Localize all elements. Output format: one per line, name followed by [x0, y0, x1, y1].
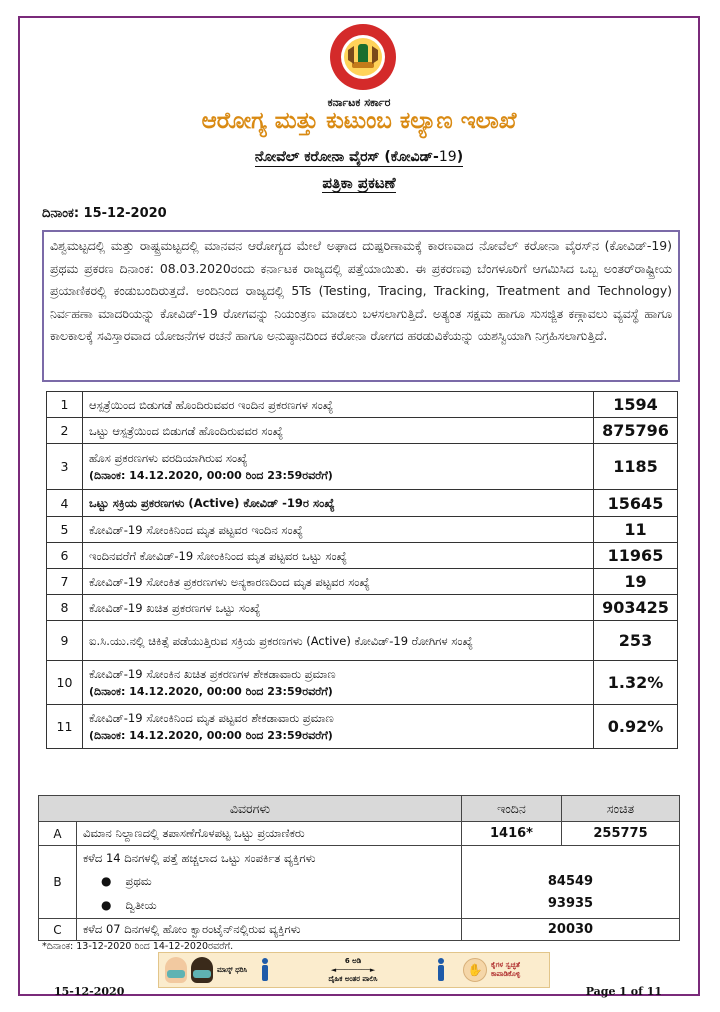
contacts-label: ಕಳೆದ 14 ದಿನಗಳಲ್ಲಿ ಪತ್ತೆ ಹಚ್ಚಲಾದ ಒಟ್ಟು ಸಂಪರ್ಕಿತ ವ್ಯಕ್ತಿಗಳು — [83, 851, 316, 865]
row-value: 0.92% — [594, 705, 678, 749]
bullet-icon: ● — [101, 874, 112, 888]
table-row — [39, 919, 680, 941]
row-value: 253 — [594, 621, 678, 661]
release-date: ದಿನಾಂಕ: 15-12-2020 — [42, 206, 167, 221]
distance-text: 6 ಅಡಿ — [344, 956, 362, 965]
row-number: 3 — [47, 444, 83, 490]
row-value: 1185 — [594, 444, 678, 490]
row-desc: ವಿಮಾನ ನಿಲ್ದಾಣದಲ್ಲಿ ತಪಾಸಣೆಗೊಳಪಟ್ಟ ಒಟ್ಟು ಪ್ರಯಾಣಿಕರು — [77, 822, 462, 846]
subtitle — [20, 149, 698, 165]
description-text: ಒಟ್ಟು ಆಸ್ಪತ್ರೆಯಿಂದ ಬಿಡುಗಡೆ ಹೊಂದಿರುವವರ ಸಂಖ್ಯೆ — [89, 423, 284, 438]
subtitle-text: ನೋವೆಲ್ ಕರೋನಾ ವೈರಸ್ (ಕೋವಿಡ್- — [254, 149, 439, 165]
row-sl: A — [39, 822, 77, 846]
row-number: 1 — [47, 392, 83, 418]
table-row — [47, 490, 678, 517]
description-text: ಕೋವಿಡ್-19 ಸೋಂಕಿನಿಂದ ಮೃತ ಪಟ್ಟವರ ಶೇಕಡಾವಾರು ಪ್ರಮಾಣ — [89, 710, 334, 725]
row-number: 10 — [47, 661, 83, 705]
table-row — [47, 661, 678, 705]
row-number: 5 — [47, 517, 83, 543]
karnataka-emblem-icon — [328, 22, 398, 92]
press-release-page — [18, 16, 700, 996]
description-text: ಒಟ್ಟು ಸಕ್ರಿಯ ಪ್ರಕರಣಗಳು (Active) ಕೋವಿಡ್ -19ರ ಸಂಖ್ಯೆ — [89, 496, 335, 510]
description-text: ಕೋವಿಡ್-19 ಸೋಂಕಿತ ಪ್ರಕರಣಗಳು ಅನ್ಯಕಾರಣದಿಂದ ಮೃತ ಪಟ್ಟವರ ಸಂಖ್ಯೆ — [89, 574, 370, 589]
table-row — [39, 822, 680, 846]
table-row — [47, 517, 678, 543]
intro-paragraph: ವಿಶ್ವಮಟ್ಟದಲ್ಲಿ ಮತ್ತು ರಾಷ್ಟ್ರಮಟ್ಟದಲ್ಲಿ ಮಾನವನ ಆರೋಗ್ಯದ ಮೇಲೆ ಅಘಾದ ದುಷ್ಪರಿಣಾಮಕ್ಕೆ ಕಾರಣವಾದ ನೋವೆಲ್ ಕರೋನಾ ವೈರಸ್‌ನ (ಕೋವಿಡ್-19) ಪ್ರಥಮ ಪ್ರಕರಣ ದಿನಾಂಕ: 08.03.2020ರಂದು ಕರ್ನಾಟಕ ರಾಜ್ಯದಲ್ಲಿ ಪತ್ತೆಯಾಯಿತು. ಈ ಪ್ರಕರಣವು ಬೆಂಗಳೂರಿಗೆ ಆಗಮಿಸಿದ ಒಬ್ಬ ಅಂತರ್‌ರಾಷ್ಟ್ರೀಯ ಪ್ರಯಾಣಿಕರಲ್ಲಿ ಕಂಡುಬಂದಿರುತ್ತದೆ. ಅಂದಿನಿಂದ ರಾಜ್ಯದಲ್ಲಿ 5Ts (Testing, Tracing, Tracking, Treatment and Technology) ನಿರ್ವಹಣಾ ಮಾದರಿಯನ್ನು ಕೋವಿಡ್-19 ರೋಗವನ್ನು ನಿಯಂತ್ರಣ ಮಾಡಲು ಬಳಸಲಾಗುತ್ತಿದೆ. ಅತ್ಯಂತ ಸಕ್ಷಮ ಹಾಗೂ ಸುಸಜ್ಜಿತ ಕಣ್ಗಾವಲು ವ್ಯವಸ್ಥೆ ಹಾಗೂ ಕಾಲಕಾಲಕ್ಕೆ ಸವಿಸ್ತಾರವಾದ ಯೋಜನೆಗಳ ರಚನೆ ಹಾಗೂ ಅನುಷ್ಠಾನದಿಂದ ಕರೋನಾ ರೋಗದ ಹರಡುವಿಕೆಯನ್ನು ಯಶಸ್ವಿಯಾಗಿ ನಿಗ್ರಹಿಸಲಾಗುತ್ತಿದೆ. — [42, 230, 680, 382]
description-text: ಕೋವಿಡ್-19 ಖಚಿತ ಪ್ರಕರಣಗಳ ಒಟ್ಟು ಸಂಖ್ಯೆ — [89, 600, 261, 615]
row-number: 11 — [47, 705, 83, 749]
government-label: ಕರ್ನಾಟಕ ಸರ್ಕಾರ — [327, 96, 391, 109]
press-release-heading — [20, 174, 698, 192]
table-row — [47, 569, 678, 595]
person-icon — [436, 958, 446, 982]
subtitle-close: ) — [456, 149, 464, 165]
person-icon — [260, 958, 270, 982]
row-description — [83, 444, 594, 490]
row-desc-contacts — [77, 846, 462, 919]
hand-wash-icon: ✋ — [463, 958, 487, 982]
table-row — [47, 595, 678, 621]
primary-label: ಪ್ರಥಮ — [125, 873, 152, 888]
masked-face-icon — [165, 957, 187, 983]
description-text: ಕೋವಿಡ್-19 ಸೋಂಕಿನ ಖಚಿತ ಪ್ರಕರಣಗಳ ಶೇಕಡಾವಾರು ಪ್ರಮಾಣ — [89, 666, 336, 681]
row-value: 11965 — [594, 543, 678, 569]
page-number: Page 1 of 11 — [585, 985, 662, 998]
table-row — [47, 392, 678, 418]
row-number: 7 — [47, 569, 83, 595]
row-number: 4 — [47, 490, 83, 517]
department-title: ಆರೋಗ್ಯ ಮತ್ತು ಕುಟುಂಬ ಕಲ್ಯಾಣ ಇಲಾಖೆ — [201, 108, 517, 134]
row-number: 2 — [47, 418, 83, 444]
row-description — [83, 595, 594, 621]
mask-segment — [165, 957, 257, 983]
table-row — [47, 543, 678, 569]
list-item — [83, 893, 455, 917]
row-value: 19 — [594, 569, 678, 595]
row-description — [83, 569, 594, 595]
table-row — [47, 621, 678, 661]
mask-text: ಮಾಸ್ಕ್ ಧರಿಸಿ — [217, 965, 248, 974]
hygiene-text: ಕೈಗಳ ಸ್ವಚ್ಛತೆ ಕಾಪಾಡಿಕೊಳ್ಳಿ — [491, 961, 521, 978]
description-date-range: (ದಿನಾಂಕ: 14.12.2020, 00:00 ರಿಂದ 23:59ರವರೆಗೆ) — [89, 468, 333, 482]
row-value: 903425 — [594, 595, 678, 621]
subtitle-number: 19 — [438, 149, 457, 165]
row-desc: ಕಳೆದ 07 ದಿನಗಳಲ್ಲಿ ಹೋಂ ಕ್ವಾರಂಟೈನ್‌ನಲ್ಲಿರುವ ವ್ಯಕ್ತಿಗಳು — [77, 919, 462, 941]
description-date-range: (ದಿನಾಂಕ: 14.12.2020, 00:00 ರಿಂದ 23:59ರವರೆಗೆ) — [89, 684, 333, 698]
table-row — [39, 846, 680, 919]
row-description — [83, 418, 594, 444]
details-table — [38, 795, 680, 941]
header-details: ವಿವರಗಳು — [39, 796, 462, 822]
table-row — [47, 705, 678, 749]
row-description — [83, 621, 594, 661]
table-row — [47, 418, 678, 444]
distance-sub: ದೈಹಿಕ ಅಂತರ ಪಾಲಿಸಿ — [328, 974, 378, 983]
description-text: ಕೋವಿಡ್-19 ಸೋಂಕಿನಿಂದ ಮೃತ ಪಟ್ಟವರ ಇಂದಿನ ಸಂಖ್ಯೆ — [89, 522, 303, 537]
description-text: ಆಸ್ಪತ್ರೆಯಿಂದ ಬಿಡುಗಡೆ ಹೊಂದಿರುವವರ ಇಂದಿನ ಪ್ರಕರಣಗಳ ಸಂಖ್ಯೆ — [89, 397, 334, 412]
secondary-value: 93935 — [547, 896, 594, 911]
row-sl: C — [39, 919, 77, 941]
row-value: 15645 — [594, 490, 678, 517]
table-row — [47, 444, 678, 490]
row-value: 1.32% — [594, 661, 678, 705]
press-release-text: ಪತ್ರಿಕಾ ಪ್ರಕಟಣೆ — [322, 174, 396, 192]
row-description — [83, 490, 594, 517]
row-number: 9 — [47, 621, 83, 661]
distance-arrow-icon: ◄────────► — [330, 965, 376, 974]
row-today: 1416* — [462, 822, 562, 846]
row-value: 1594 — [594, 392, 678, 418]
primary-value: 84549 — [547, 874, 594, 889]
secondary-label: ದ್ವಿತೀಯ — [125, 897, 157, 912]
footer-date: 15-12-2020 — [54, 985, 125, 998]
row-value: 875796 — [594, 418, 678, 444]
description-text: ಐ.ಸಿ.ಯು.ನಲ್ಲಿ ಚಿಕಿತ್ಸೆ ಪಡೆಯುತ್ತಿರುವ ಸಕ್ರಿಯ ಪ್ರಕರಣಗಳು (Active) ಕೋವಿಡ್-19 ರೋಗಿಗಳ ಸಂಖ್ಯೆ — [89, 633, 473, 648]
covid-stats-table — [46, 391, 678, 749]
contacts-values — [462, 846, 680, 919]
list-item — [83, 869, 455, 893]
row-description — [83, 661, 594, 705]
row-description — [83, 543, 594, 569]
header-today: ಇಂದಿನ — [462, 796, 562, 822]
description-date-range: (ದಿನಾಂಕ: 14.12.2020, 00:00 ರಿಂದ 23:59ರವರೆಗೆ) — [89, 728, 333, 742]
header-cumulative: ಸಂಚಿತ — [562, 796, 680, 822]
footnote: *ದಿನಾಂಕ: 13-12-2020 ರಿಂದ 14-12-2020ರವರೆಗೆ. — [42, 941, 234, 952]
distance-segment — [273, 957, 433, 984]
row-value: 20030 — [462, 919, 680, 941]
row-description — [83, 517, 594, 543]
description-text: ಹೊಸ ಪ್ರಕರಣಗಳು ವರದಿಯಾಗಿರುವ ಸಂಖ್ಯೆ — [89, 450, 248, 465]
masked-face-icon — [191, 957, 213, 983]
row-cumulative: 255775 — [562, 822, 680, 846]
hygiene-segment — [463, 958, 543, 982]
covid-awareness-banner — [158, 952, 550, 988]
row-value: 11 — [594, 517, 678, 543]
bullet-icon: ● — [101, 898, 112, 912]
row-number: 8 — [47, 595, 83, 621]
row-description — [83, 705, 594, 749]
row-number: 6 — [47, 543, 83, 569]
description-text: ಇಂದಿನವರೆಗೆ ಕೋವಿಡ್-19 ಸೋಂಕಿನಿಂದ ಮೃತ ಪಟ್ಟವರ ಒಟ್ಟು ಸಂಖ್ಯೆ — [89, 548, 347, 563]
row-sl: B — [39, 846, 77, 919]
row-description — [83, 392, 594, 418]
